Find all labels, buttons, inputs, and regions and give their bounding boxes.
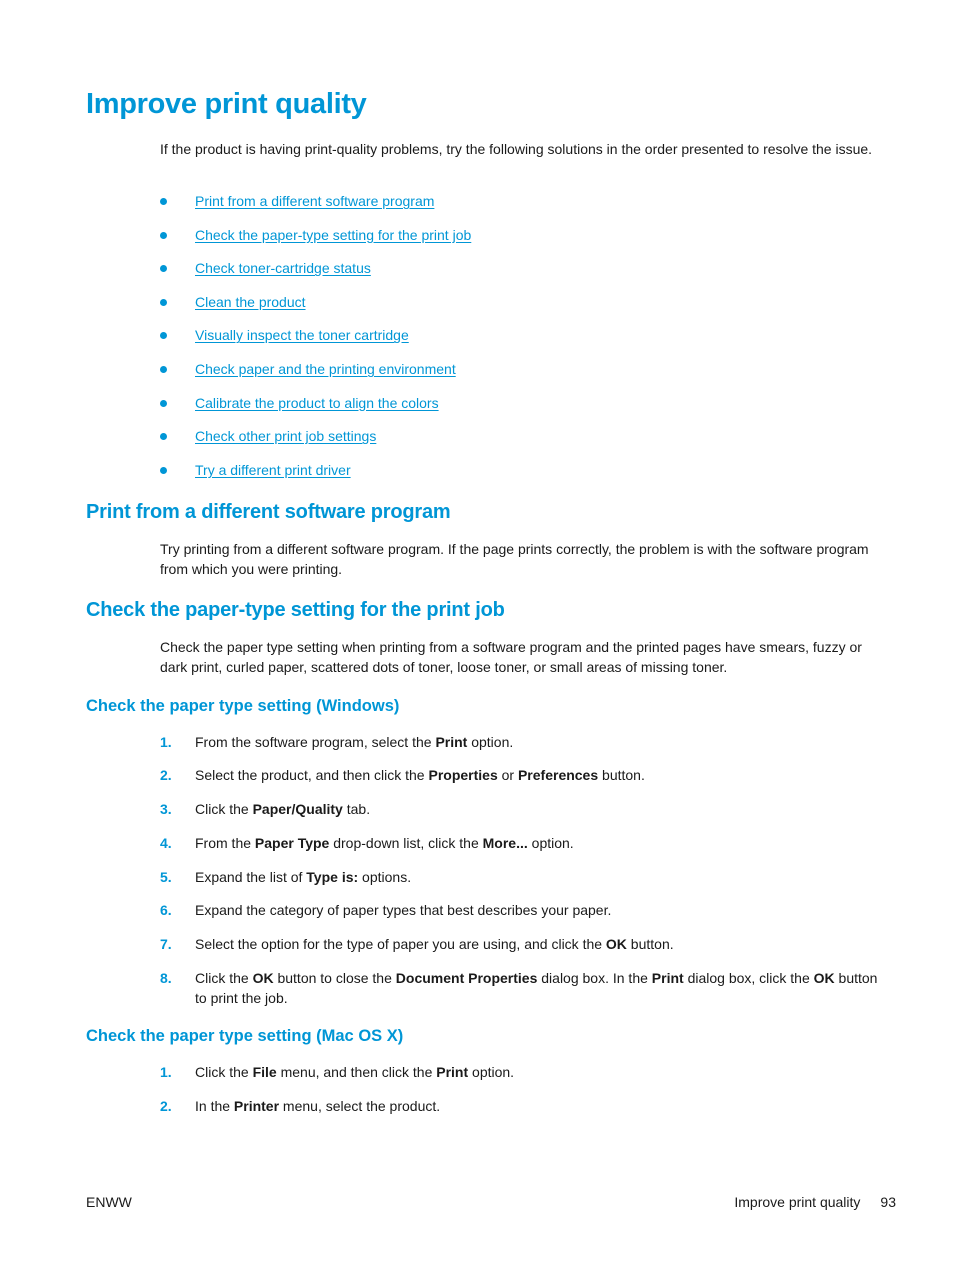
step-text-run: button. — [626, 936, 674, 952]
step-text-run: Click the — [195, 801, 253, 817]
step-emphasis: Paper Type — [254, 835, 330, 851]
step-text-run: or — [497, 767, 518, 783]
step-number: 2. — [160, 1098, 172, 1114]
section-body-different-software: Try printing from a different software program. If the page prints correctly, the problem is with the software program from which you were printing. — [160, 541, 869, 577]
step-emphasis: Preferences — [517, 767, 599, 783]
step-text — [195, 1096, 880, 1116]
bullet-icon — [160, 467, 167, 474]
step-number: 1. — [160, 1064, 172, 1080]
step-emphasis: Print — [435, 734, 468, 750]
solution-link[interactable]: Print from a different software program — [195, 193, 435, 209]
step-text — [195, 833, 880, 853]
solution-link[interactable]: Clean the product — [195, 293, 306, 310]
step-emphasis: Document Properties — [395, 970, 538, 986]
step-text-run: menu, select the product. — [279, 1098, 441, 1114]
step-emphasis: Type is: — [306, 869, 359, 885]
bullet-icon — [160, 366, 167, 373]
step-text-run: dialog box. In the — [537, 970, 652, 986]
solution-link[interactable]: Check other print job settings — [195, 428, 377, 445]
step-text-run: Expand the list of — [195, 869, 307, 885]
step-text — [195, 1062, 880, 1082]
step-text-run: From the — [195, 835, 255, 851]
step-text-run: Click the — [195, 1064, 253, 1080]
step-emphasis: File — [252, 1064, 277, 1080]
step-text — [195, 799, 880, 819]
step-text — [195, 765, 880, 785]
solution-link[interactable]: Try a different print driver — [195, 461, 351, 478]
section-body-paper-type: Check the paper type setting when printing from a software program and the printed pages have smears, fuzzy or dark print, curled paper, scattered dots of toner, loose toner, or small areas of missing toner. — [160, 639, 862, 675]
step-text-run: Expand the category of paper types that best describes your paper. — [195, 902, 612, 918]
bullet-icon — [160, 400, 167, 407]
step-text-run: Select the product, and then click the — [195, 767, 429, 783]
solution-link[interactable]: Calibrate the product to align the colors — [195, 394, 439, 411]
footer-left-label: ENWW — [86, 1194, 132, 1210]
step-text-run: drop-down list, click the — [329, 835, 483, 851]
step-text-run: From the software program, select the — [195, 734, 436, 750]
step-text-run: button. — [598, 767, 645, 783]
step-text — [195, 867, 880, 887]
step-emphasis: OK — [813, 970, 835, 986]
step-text-run: button to print the job. — [195, 970, 878, 1006]
solution-link[interactable]: Visually inspect the toner cartridge — [195, 327, 409, 344]
step-text-run: option. — [527, 835, 574, 851]
step-number: 8. — [160, 970, 172, 986]
step-emphasis: Printer — [233, 1098, 280, 1114]
step-emphasis: Paper/Quality — [252, 801, 343, 817]
step-emphasis: OK — [605, 936, 627, 952]
step-text-run: dialog box, click the — [683, 970, 814, 986]
step-emphasis: More... — [482, 835, 528, 851]
step-text — [195, 968, 880, 1008]
step-emphasis: Properties — [428, 767, 498, 783]
step-emphasis: Print — [651, 970, 684, 986]
bullet-icon — [160, 332, 167, 339]
step-text-run: option. — [468, 1064, 515, 1080]
footer-section-title: Improve print quality — [734, 1194, 861, 1210]
step-text-run: tab. — [342, 801, 371, 817]
page-number: 93 — [880, 1194, 896, 1210]
step-emphasis: OK — [252, 970, 274, 986]
bullet-icon — [160, 433, 167, 440]
solution-link[interactable]: Check the paper-type setting for the print job — [195, 226, 472, 243]
bullet-icon — [160, 198, 167, 205]
step-text-run: In the — [195, 1098, 234, 1114]
step-number: 1. — [160, 734, 172, 750]
section-heading-different-software: Print from a different software program — [86, 501, 451, 523]
step-number: 7. — [160, 936, 172, 952]
step-number: 5. — [160, 869, 172, 885]
step-text — [195, 934, 880, 954]
solution-link[interactable]: Check toner-cartridge status — [195, 260, 371, 277]
bullet-icon — [160, 265, 167, 272]
bullet-icon — [160, 299, 167, 306]
step-emphasis: Print — [436, 1064, 469, 1080]
step-text-run: options. — [358, 869, 412, 885]
step-text — [195, 900, 880, 920]
step-text-run: Click the — [195, 970, 253, 986]
solution-link[interactable]: Check paper and the printing environment — [195, 360, 456, 377]
section-heading-paper-type: Check the paper-type setting for the print job — [86, 599, 505, 621]
step-number: 3. — [160, 801, 172, 817]
step-text — [195, 732, 880, 752]
step-number: 4. — [160, 835, 172, 851]
intro-paragraph: If the product is having print-quality problems, try the following solutions in the order presented to resolve the issue. — [160, 141, 873, 157]
step-text-run: option. — [467, 734, 514, 750]
step-text-run: button to close the — [273, 970, 396, 986]
step-number: 2. — [160, 767, 172, 783]
subsection-heading-windows: Check the paper type setting (Windows) — [86, 697, 400, 715]
footer-right — [734, 1192, 896, 1212]
step-text-run: menu, and then click the — [276, 1064, 437, 1080]
step-number: 6. — [160, 902, 172, 918]
subsection-heading-mac: Check the paper type setting (Mac OS X) — [86, 1027, 404, 1045]
page-title: Improve print quality — [86, 88, 367, 120]
bullet-icon — [160, 232, 167, 239]
step-text-run: Select the option for the type of paper you are using, and click the — [195, 936, 606, 952]
